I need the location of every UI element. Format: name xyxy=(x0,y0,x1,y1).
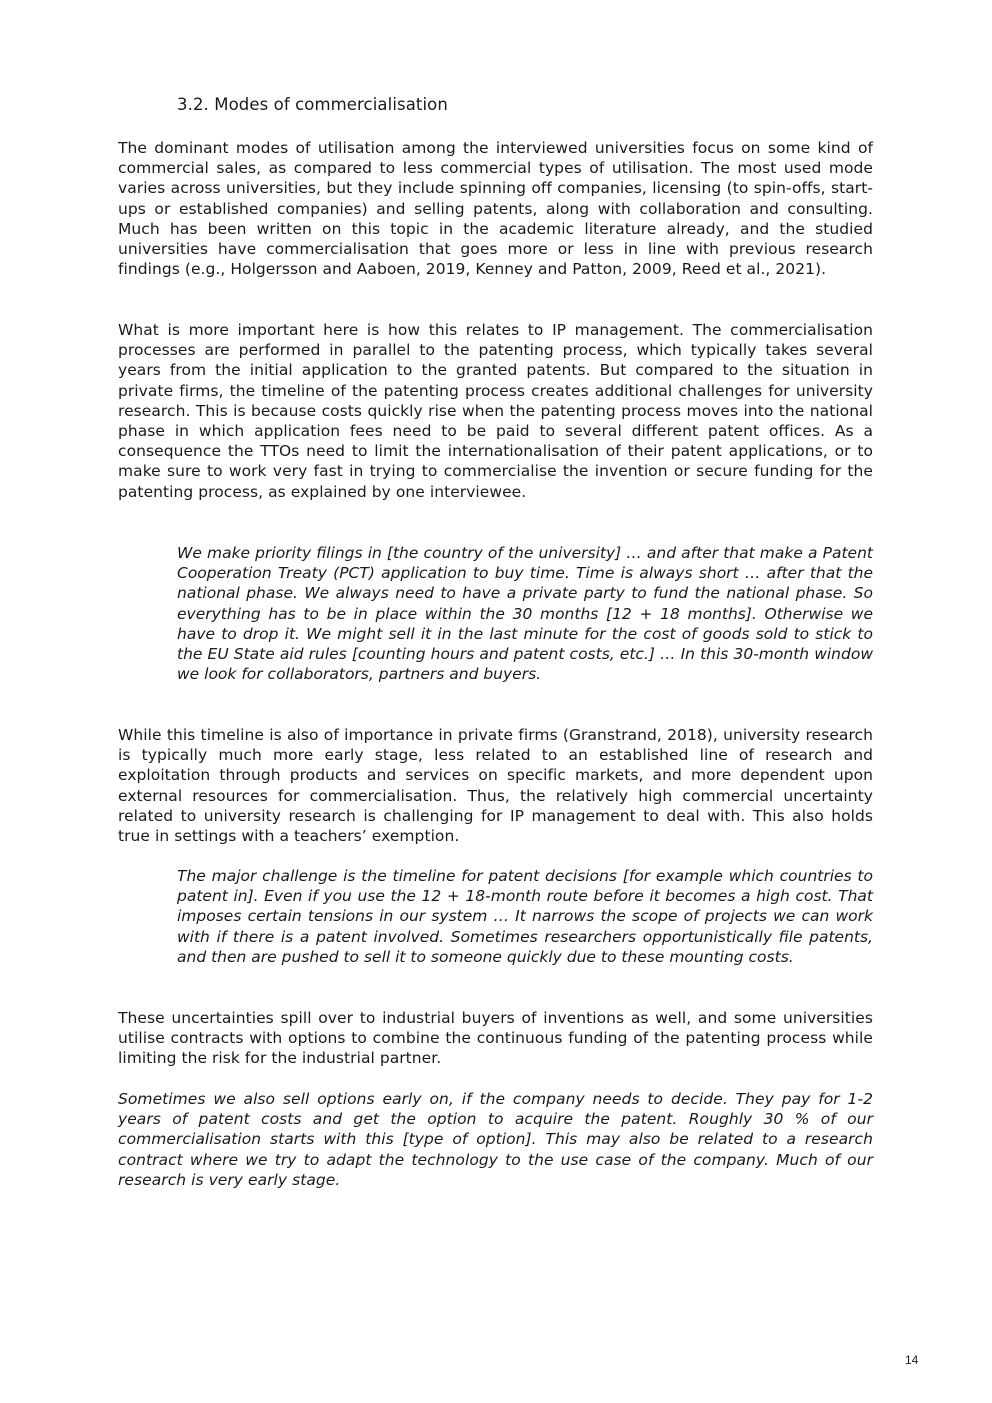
paragraph-uncertainties-spill-over: These uncertainties spill over to industrial buyers of inventions as well, and some universities utilise contracts with options to combine the continuous funding of the patenting process while limiting the risk for the industrial partner. xyxy=(118,1009,873,1068)
paragraph-modes-of-utilisation: The dominant modes of utilisation among the interviewed universities focus on some kind of commercial sales, as compared to less commercial types of utilisation. The most used mode varies across universities, but they include spinning off companies, licensing (to spin-offs, start-ups or established companies) and selling patents, along with collaboration and consulting. Much has been written on this topic in the academic literature already, and the studied universities have commercialisation that goes more or less in line with previous research findings (e.g., Holgersson and Aaboen, 2019, Kenney and Patton, 2009, Reed et al., 2021). xyxy=(118,139,873,279)
interview-quote-major-challenge: The major challenge is the timeline for patent decisions [for example which countries to patent in]. Even if you use the 12 + 18-month route before it becomes a high cost. That imposes certain tensions in our system … It narrows the scope of projects we can work with if there is a patent involved. Sometimes researchers opportunistically file patents, and then are pushed to sell it to someone quickly due to these mounting costs. xyxy=(177,867,873,966)
paragraph-ip-management: What is more important here is how this relates to IP management. The commercialisation processes are performed in parallel to the patenting process, which typically takes several years from the initial application to the granted patents. But compared to the situation in private firms, the timeline of the patenting process creates additional challenges for university research. This is because costs quickly rise when the patenting process moves into the national phase in which application fees need to be paid to several different patent offices. As a consequence the TTOs need to limit the internationalisation of their patent applications, or to make sure to work very fast in trying to commercialise the invention or secure funding for the patenting process, as explained by one interviewee. xyxy=(118,321,873,501)
paragraph-timeline-private-firms: While this timeline is also of importance in private firms (Granstrand, 2018), university research is typically much more early stage, less related to an established line of research and exploitation through products and services on specific markets, and more dependent upon external resources for commercialisation. Thus, the relatively high commercial uncertainty related to university research is challenging for IP management to deal with. This also holds true in settings with a teachers’ exemption. xyxy=(118,726,873,846)
interview-quote-options: Sometimes we also sell options early on, if the company needs to decide. They pay for 1-2 years of patent costs and get the option to acquire the patent. Roughly 30 % of our commercialisation starts with this [type of option]. This may also be related to a research contract where we try to adapt the technology to the use case of the company. Much of our research is very early stage. xyxy=(118,1090,873,1189)
interview-quote-priority-filings: We make priority filings in [the country of the university] … and after that make a Patent Cooperation Treaty (PCT) application to buy time. Time is always short … after that the national phase. We always need to have a private party to fund the national phase. So everything has to be in place within the 30 months [12 + 18 months]. Otherwise we have to drop it. We might sell it in the last minute for the cost of goods sold to stick to the EU State aid rules [counting hours and patent costs, etc.] … In this 30-month window we look for collaborators, partners and buyers. xyxy=(177,544,873,684)
page-number: 14 xyxy=(905,1353,919,1367)
section-heading: 3.2. Modes of commercialisation xyxy=(177,95,448,114)
